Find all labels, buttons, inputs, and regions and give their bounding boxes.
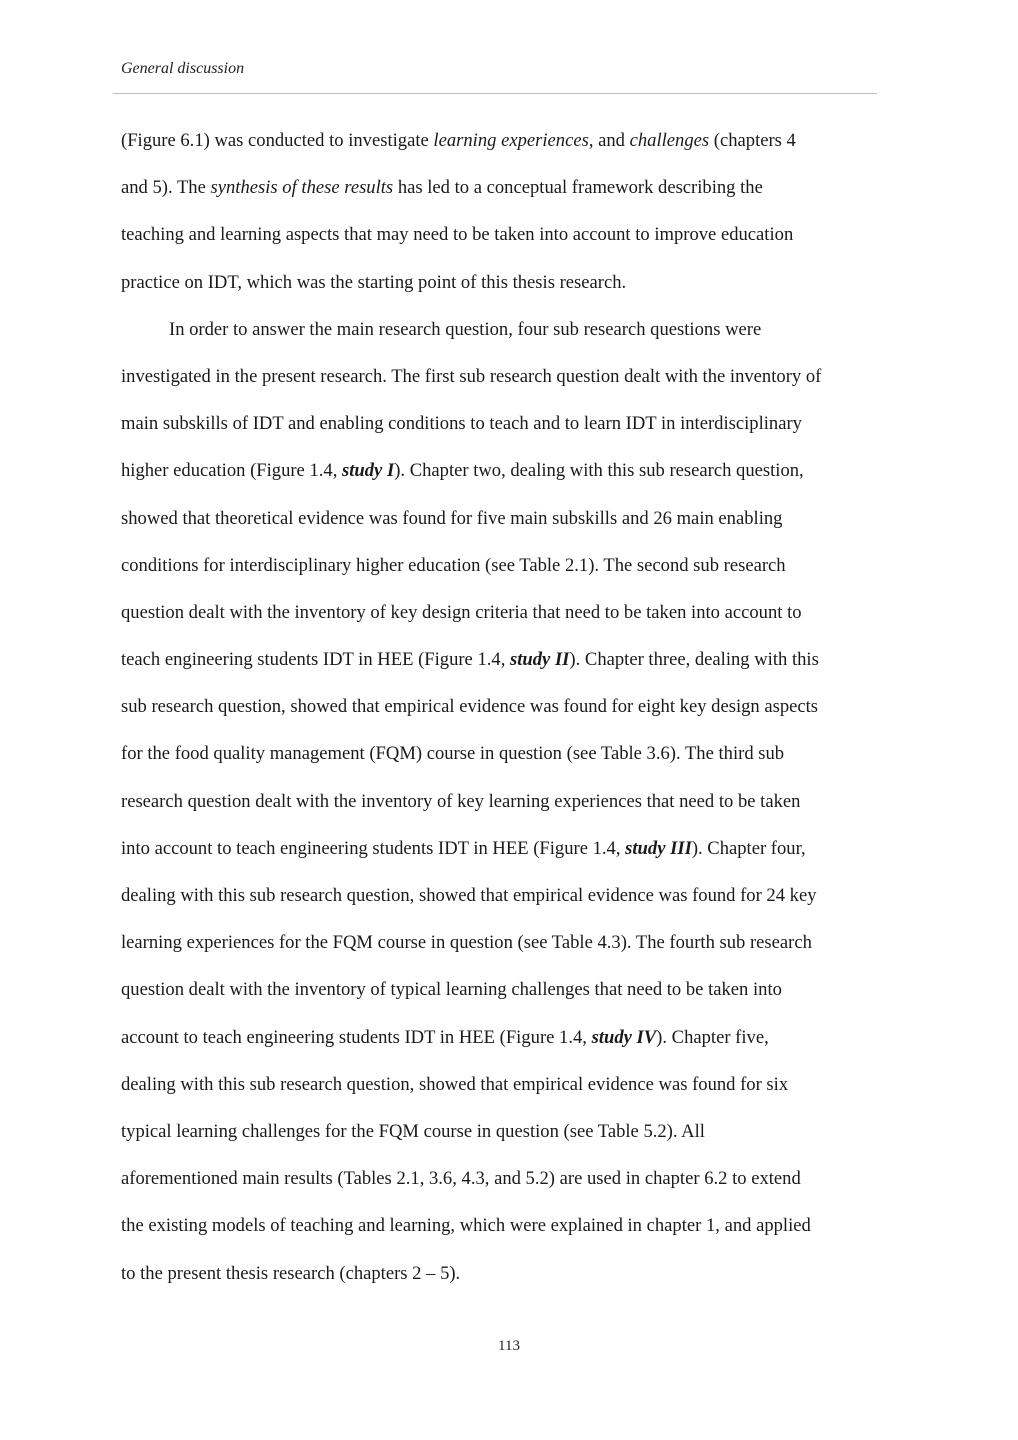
text-line: aforementioned main results (Tables 2.1, 3.6, 4.3, and 5.2) are used in chapter 6.2 to extend bbox=[121, 1168, 801, 1190]
text-line: question dealt with the inventory of key design criteria that need to be taken into account to bbox=[121, 601, 802, 623]
emphasis-synthesis: synthesis of these results bbox=[210, 177, 394, 199]
study-reference: study III bbox=[625, 837, 692, 859]
text-line: investigated in the present research. The first sub research question dealt with the inventory of bbox=[121, 365, 822, 387]
paragraph-1 bbox=[121, 117, 911, 306]
text-line: into account to teach engineering students IDT in HEE (Figure 1.4, study III). Chapter four, bbox=[121, 837, 806, 859]
text-line: In order to answer the main research question, four sub research questions were bbox=[169, 318, 762, 340]
body-text bbox=[121, 117, 911, 1297]
text-line: sub research question, showed that empirical evidence was found for eight key design aspects bbox=[121, 696, 819, 718]
text-line: learning experiences for the FQM course in question (see Table 4.3). The fourth sub research bbox=[121, 932, 812, 954]
study-reference: study II bbox=[510, 649, 570, 671]
text-line: question dealt with the inventory of typical learning challenges that need to be taken into bbox=[121, 979, 782, 1001]
text-line: typical learning challenges for the FQM course in question (see Table 5.2). All bbox=[121, 1120, 705, 1142]
text-line: and 5). The synthesis of these results has led to a conceptual framework describing the bbox=[121, 177, 763, 199]
page-number: 113 bbox=[498, 1338, 520, 1354]
text-line: (Figure 6.1) was conducted to investigate learning experiences, and challenges (chapters 4 bbox=[121, 130, 796, 151]
text-line: dealing with this sub research question, showed that empirical evidence was found for six bbox=[121, 1073, 789, 1095]
running-header: General discussion bbox=[121, 60, 245, 77]
text-line: research question dealt with the inventory of key learning experiences that need to be taken bbox=[121, 790, 801, 812]
text-line: main subskills of IDT and enabling conditions to teach and to learn IDT in interdisciplinary bbox=[121, 413, 802, 435]
text-line: the existing models of teaching and learning, which were explained in chapter 1, and applied bbox=[121, 1215, 811, 1237]
text-line: showed that theoretical evidence was found for five main subskills and 26 main enabling bbox=[121, 507, 783, 529]
text-line: for the food quality management (FQM) course in question (see Table 3.6). The third sub bbox=[121, 743, 785, 765]
study-reference: study I bbox=[342, 460, 395, 482]
paragraph-2 bbox=[121, 306, 911, 1297]
text-line: dealing with this sub research question, showed that empirical evidence was found for 24 key bbox=[121, 885, 817, 906]
text-line: teaching and learning aspects that may need to be taken into account to improve education bbox=[121, 224, 794, 246]
emphasis-learning-experiences: learning experiences bbox=[433, 130, 589, 151]
text-line: teach engineering students IDT in HEE (Figure 1.4, study II). Chapter three, dealing with this bbox=[121, 649, 819, 671]
header-divider bbox=[113, 93, 877, 94]
text-line: to the present thesis research (chapters 2 – 5). bbox=[121, 1262, 461, 1284]
text-line: higher education (Figure 1.4, study I). Chapter two, dealing with this sub research question, bbox=[121, 460, 804, 482]
text-line: conditions for interdisciplinary higher education (see Table 2.1). The second sub research bbox=[121, 554, 786, 576]
emphasis-challenges: challenges bbox=[629, 130, 710, 151]
text-line: account to teach engineering students IDT in HEE (Figure 1.4, study IV). Chapter five, bbox=[121, 1026, 769, 1048]
text-line: practice on IDT, which was the starting point of this thesis research. bbox=[121, 271, 627, 293]
study-reference: study IV bbox=[591, 1026, 657, 1048]
